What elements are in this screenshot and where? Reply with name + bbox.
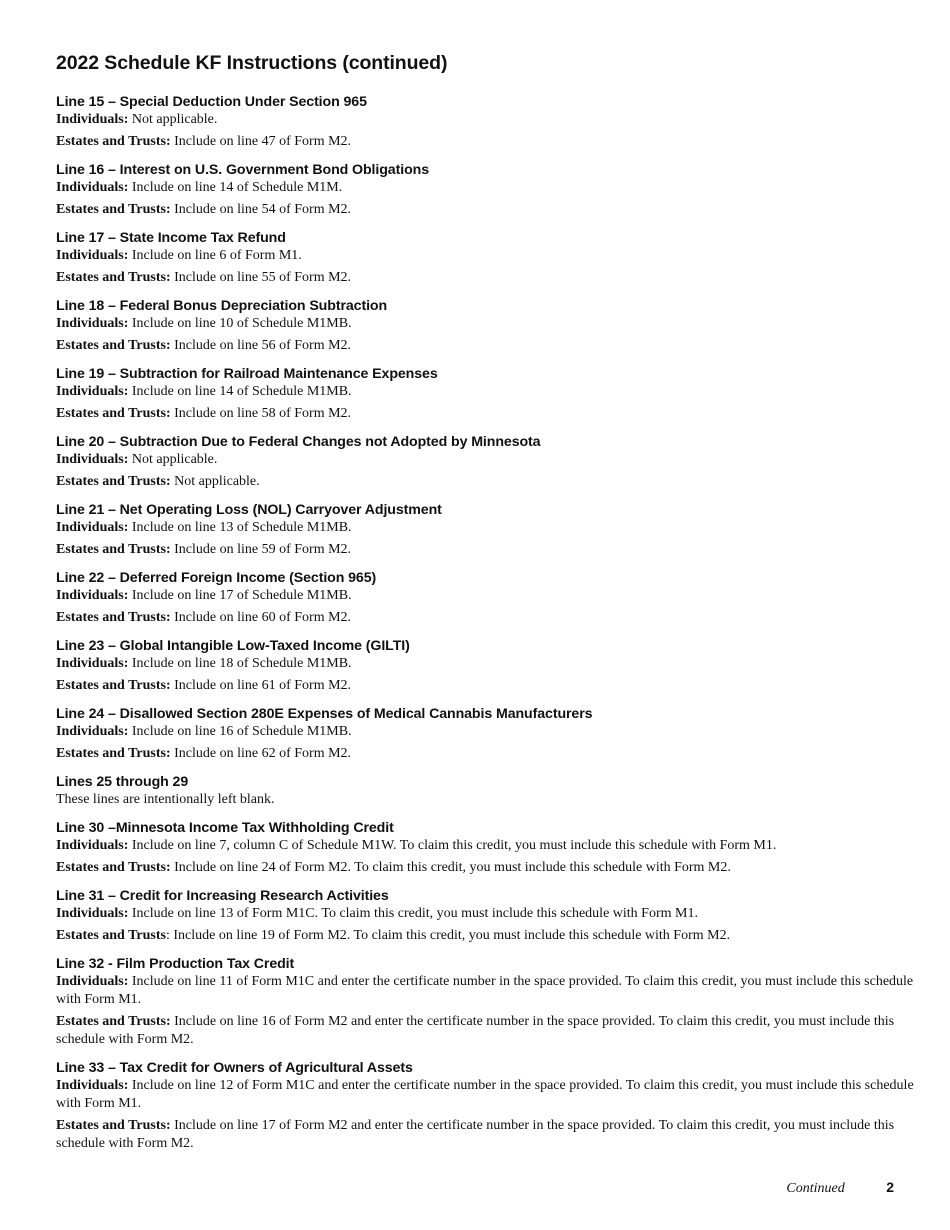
individuals-paragraph [56,837,916,855]
individuals-paragraph [56,587,916,605]
individuals-paragraph [56,315,916,333]
paragraph-label: Individuals: [56,248,129,263]
paragraph-label: Estates and Trusts: [56,542,171,557]
paragraph-text: Include on line 11 of Form M1C and enter the certificate number in the space provided. To claim this credit, you must include this schedule with Form M1. [56,974,914,1007]
paragraph-label: Individuals: [56,974,129,989]
paragraph-label: Estates and Trusts [56,928,166,943]
paragraph-text: Include on line 24 of Form M2. To claim this credit, you must include this schedule with Form M2. [170,860,731,875]
individuals-paragraph [56,111,916,129]
line-section [56,502,916,559]
section-heading: Line 32 - Film Production Tax Credit [56,956,295,972]
paragraph-label: Estates and Trusts: [56,134,171,149]
sections-group-a [56,94,916,763]
estates-trusts-paragraph [56,337,916,355]
estates-trusts-paragraph [56,201,916,219]
line-section [56,434,916,491]
paragraph-label: Estates and Trusts: [56,202,171,217]
paragraph-text: Include on line 55 of Form M2. [170,270,352,285]
paragraph-text: Include on line 13 of Form M1C. To claim this credit, you must include this schedule with Form M1. [128,906,698,921]
line-section [56,94,916,151]
paragraph-text: Include on line 16 of Form M2 and enter the certificate number in the space provided. To claim this credit, you must include this schedule with Form M2. [56,1014,895,1047]
sections-group-b [56,820,916,1153]
individuals-paragraph [56,723,916,741]
individuals-paragraph [56,247,916,265]
section-heading: Line 20 – Subtraction Due to Federal Changes not Adopted by Minnesota [56,434,541,450]
section-heading: Line 22 – Deferred Foreign Income (Section 965) [56,570,377,586]
paragraph-text: Include on line 54 of Form M2. [170,202,352,217]
section-heading: Line 19 – Subtraction for Railroad Maintenance Expenses [56,366,438,382]
estates-trusts-paragraph [56,405,916,423]
paragraph-text: Include on line 59 of Form M2. [170,542,352,557]
paragraph-text: Include on line 62 of Form M2. [170,746,352,761]
line-section [56,888,916,945]
paragraph-text: Include on line 17 of Form M2 and enter the certificate number in the space provided. To claim this credit, you must include this schedule with Form M2. [56,1118,895,1151]
estates-trusts-paragraph [56,133,916,151]
paragraph-label: Estates and Trusts: [56,406,171,421]
individuals-paragraph [56,179,916,197]
paragraph-text: Include on line 13 of Schedule M1MB. [128,520,352,535]
section-heading: Line 16 – Interest on U.S. Government Bond Obligations [56,162,429,178]
paragraph-label: Individuals: [56,724,129,739]
paragraph-label: Individuals: [56,906,129,921]
page-number: 2 [886,1179,894,1195]
estates-trusts-paragraph [56,745,916,763]
paragraph-label: Individuals: [56,838,129,853]
paragraph-text: Include on line 60 of Form M2. [170,610,352,625]
paragraph-text: Include on line 56 of Form M2. [170,338,352,353]
paragraph-text: Include on line 6 of Form M1. [128,248,302,263]
estates-trusts-paragraph [56,927,916,945]
page-footer [786,1179,894,1197]
continued-label: Continued [786,1181,845,1196]
individuals-paragraph [56,383,916,401]
estates-trusts-paragraph [56,609,916,627]
paragraph-text: Include on line 12 of Form M1C and enter the certificate number in the space provided. To claim this credit, you must include this schedule with Form M1. [56,1078,914,1111]
paragraph-label: Estates and Trusts: [56,1014,171,1029]
paragraph-label: Estates and Trusts: [56,1118,171,1133]
section-heading: Line 18 – Federal Bonus Depreciation Subtraction [56,298,388,314]
estates-trusts-paragraph [56,541,916,559]
paragraph-label: Individuals: [56,180,129,195]
page-title: 2022 Schedule KF Instructions (continued) [56,52,448,74]
paragraph-label: Estates and Trusts: [56,746,171,761]
paragraph-text: : Include on line 19 of Form M2. To claim this credit, you must include this schedule with Form M2. [165,928,731,943]
section-lines-25-29 [56,774,916,809]
paragraph-label: Individuals: [56,1078,129,1093]
section-text: These lines are intentionally left blank. [56,792,275,807]
line-section [56,956,916,1049]
section-heading: Line 33 – Tax Credit for Owners of Agricultural Assets [56,1060,413,1076]
section-heading: Line 17 – State Income Tax Refund [56,230,286,246]
individuals-paragraph [56,905,916,923]
paragraph-text: Include on line 18 of Schedule M1MB. [128,656,352,671]
paragraph-text: Include on line 7, column C of Schedule M1W. To claim this credit, you must include this schedule with Form M1. [128,838,777,853]
individuals-paragraph [56,451,916,469]
paragraph-text: Include on line 14 of Schedule M1M. [128,180,343,195]
section-heading: Line 21 – Net Operating Loss (NOL) Carryover Adjustment [56,502,442,518]
line-section [56,366,916,423]
paragraph-label: Estates and Trusts: [56,678,171,693]
document-page [56,52,916,1164]
paragraph-text: Include on line 17 of Schedule M1MB. [128,588,352,603]
paragraph-text: Include on line 14 of Schedule M1MB. [128,384,352,399]
line-section [56,638,916,695]
estates-trusts-paragraph [56,1013,916,1049]
estates-trusts-paragraph [56,859,916,877]
paragraph-text: Include on line 61 of Form M2. [170,678,352,693]
section-heading: Line 30 –Minnesota Income Tax Withholding Credit [56,820,394,836]
individuals-paragraph [56,655,916,673]
individuals-paragraph [56,1077,916,1113]
line-section [56,230,916,287]
paragraph-label: Individuals: [56,316,129,331]
paragraph-label: Estates and Trusts: [56,338,171,353]
paragraph-label: Individuals: [56,588,129,603]
individuals-paragraph [56,519,916,537]
estates-trusts-paragraph [56,1117,916,1153]
line-section [56,820,916,877]
paragraph-text: Not applicable. [128,452,218,467]
section-heading: Line 24 – Disallowed Section 280E Expenses of Medical Cannabis Manufacturers [56,706,593,722]
paragraph-label: Estates and Trusts: [56,860,171,875]
paragraph-text: Not applicable. [128,112,218,127]
paragraph-label: Individuals: [56,452,129,467]
paragraph-label: Estates and Trusts: [56,474,171,489]
paragraph-label: Individuals: [56,520,129,535]
section-heading: Line 15 – Special Deduction Under Section 965 [56,94,367,110]
estates-trusts-paragraph [56,473,916,491]
line-section [56,298,916,355]
paragraph-label: Estates and Trusts: [56,270,171,285]
paragraph-text: Include on line 16 of Schedule M1MB. [128,724,352,739]
paragraph-label: Estates and Trusts: [56,610,171,625]
estates-trusts-paragraph [56,269,916,287]
paragraph-label: Individuals: [56,112,129,127]
paragraph-text: Not applicable. [170,474,260,489]
line-section [56,706,916,763]
section-heading: Lines 25 through 29 [56,774,189,790]
paragraph-label: Individuals: [56,656,129,671]
paragraph-label: Individuals: [56,384,129,399]
line-section [56,1060,916,1153]
individuals-paragraph [56,973,916,1009]
estates-trusts-paragraph [56,677,916,695]
line-section [56,162,916,219]
section-heading: Line 23 – Global Intangible Low-Taxed Income (GILTI) [56,638,410,654]
paragraph-text: Include on line 47 of Form M2. [170,134,352,149]
paragraph-text: Include on line 58 of Form M2. [170,406,352,421]
line-section [56,570,916,627]
section-heading: Line 31 – Credit for Increasing Research Activities [56,888,389,904]
paragraph-text: Include on line 10 of Schedule M1MB. [128,316,352,331]
